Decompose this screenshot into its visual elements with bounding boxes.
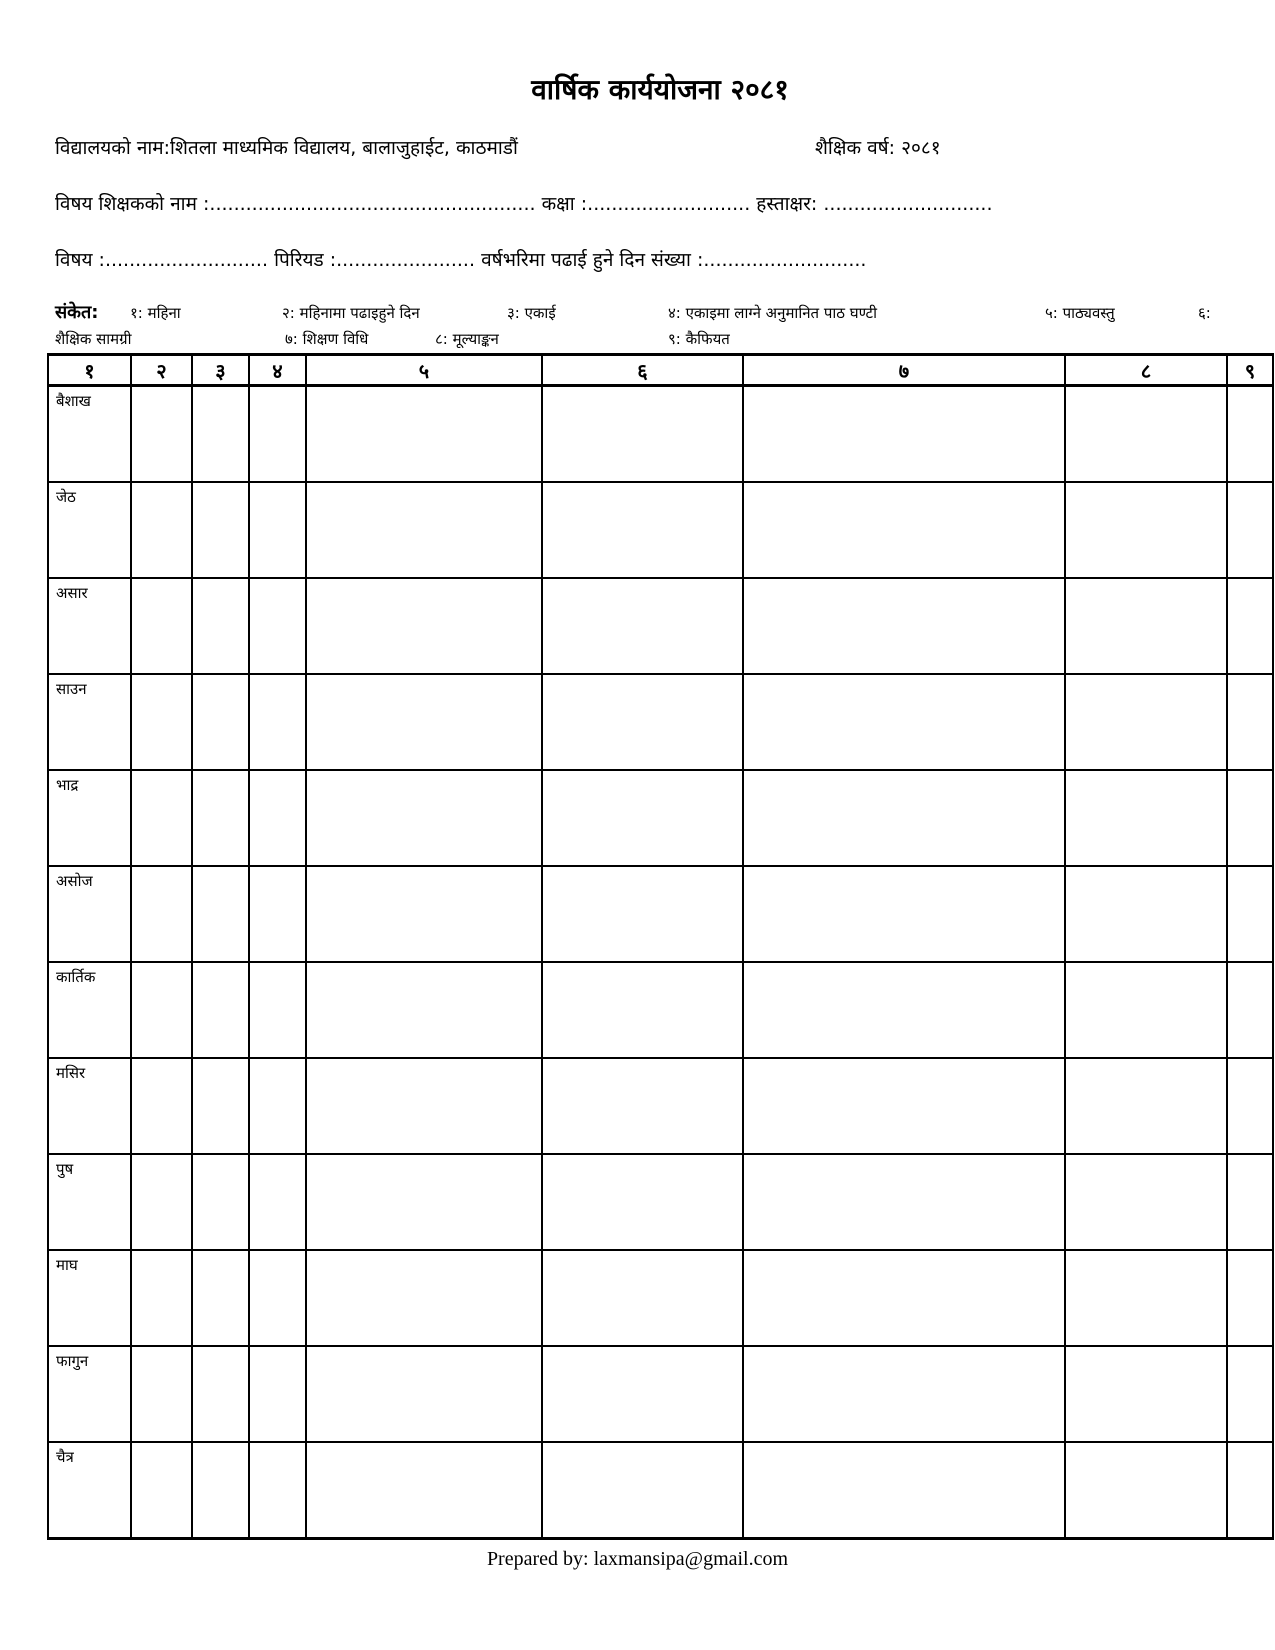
plan-entry-cell[interactable] <box>192 770 249 866</box>
legend-item: ३: एकाई <box>507 304 556 322</box>
plan-entry-cell[interactable] <box>306 578 542 674</box>
legend-item: २: महिनामा पढाइहुने दिन <box>282 304 420 322</box>
col-header-unit: ३ <box>192 355 249 386</box>
plan-entry-cell[interactable] <box>131 1442 192 1539</box>
col-header-materials: ६ <box>542 355 743 386</box>
plan-entry-cell[interactable] <box>542 1058 743 1154</box>
plan-entry-cell[interactable] <box>1065 770 1227 866</box>
plan-entry-cell[interactable] <box>131 482 192 578</box>
month-cell <box>48 1250 131 1346</box>
plan-entry-cell[interactable] <box>1227 1442 1273 1539</box>
plan-entry-cell[interactable] <box>306 1058 542 1154</box>
signature-field[interactable]: ............................ <box>823 193 993 215</box>
plan-entry-cell[interactable] <box>131 386 192 483</box>
plan-entry-cell[interactable] <box>192 1154 249 1250</box>
teaching-days-field[interactable]: ........................... <box>703 249 867 271</box>
table-row <box>48 578 1273 674</box>
month-label: असोज <box>56 872 93 890</box>
month-label: असार <box>56 584 88 602</box>
legend-item: ९: कैफियत <box>668 330 730 348</box>
plan-entry-cell[interactable] <box>743 482 1065 578</box>
plan-entry-cell[interactable] <box>1227 1346 1273 1442</box>
plan-entry-cell[interactable] <box>1227 482 1273 578</box>
plan-entry-cell[interactable] <box>1227 386 1273 483</box>
plan-entry-cell[interactable] <box>249 386 306 483</box>
table-row <box>48 1154 1273 1250</box>
plan-entry-cell[interactable] <box>192 578 249 674</box>
col-header-evaluation: ८ <box>1065 355 1227 386</box>
plan-entry-cell[interactable] <box>131 1346 192 1442</box>
plan-entry-cell[interactable] <box>249 770 306 866</box>
plan-entry-cell[interactable] <box>249 1250 306 1346</box>
plan-entry-cell[interactable] <box>131 770 192 866</box>
col-header-periods: ४ <box>249 355 306 386</box>
header-row <box>48 355 1273 386</box>
plan-entry-cell[interactable] <box>131 866 192 962</box>
legend-item: ४: एकाइमा लाग्ने अनुमानित पाठ घण्टी <box>668 304 878 322</box>
month-label: बैशाख <box>56 392 91 410</box>
plan-entry-cell[interactable] <box>542 1250 743 1346</box>
academic-year: शैक्षिक वर्ष: २०८१ <box>815 137 941 159</box>
plan-entry-cell[interactable] <box>743 770 1065 866</box>
plan-entry-cell[interactable] <box>1065 1250 1227 1346</box>
plan-entry-cell[interactable] <box>542 1442 743 1539</box>
month-label: मसिर <box>56 1064 86 1082</box>
signature-label: हस्ताक्षर: <box>756 193 818 215</box>
plan-entry-cell[interactable] <box>192 866 249 962</box>
plan-entry-cell[interactable] <box>306 1250 542 1346</box>
plan-entry-cell[interactable] <box>131 962 192 1058</box>
plan-entry-cell[interactable] <box>306 482 542 578</box>
legend-key-label: संकेत: <box>55 302 99 323</box>
plan-entry-cell[interactable] <box>249 1346 306 1442</box>
plan-entry-cell[interactable] <box>306 770 542 866</box>
plan-entry-cell[interactable] <box>1227 866 1273 962</box>
plan-entry-cell[interactable] <box>249 1442 306 1539</box>
plan-entry-cell[interactable] <box>743 386 1065 483</box>
plan-entry-cell[interactable] <box>306 1442 542 1539</box>
plan-entry-cell[interactable] <box>743 1250 1065 1346</box>
plan-entry-cell[interactable] <box>192 1346 249 1442</box>
month-cell <box>48 1442 131 1539</box>
table-row <box>48 770 1273 866</box>
plan-entry-cell[interactable] <box>131 1250 192 1346</box>
table-row <box>48 1346 1273 1442</box>
month-label: साउन <box>56 680 87 698</box>
plan-entry-cell[interactable] <box>131 1058 192 1154</box>
month-label: भाद्र <box>56 776 79 794</box>
plan-entry-cell[interactable] <box>1227 1058 1273 1154</box>
plan-entry-cell[interactable] <box>1065 866 1227 962</box>
plan-entry-cell[interactable] <box>1227 578 1273 674</box>
month-label: पुष <box>56 1160 74 1178</box>
plan-entry-cell[interactable] <box>743 578 1065 674</box>
month-cell <box>48 386 131 483</box>
col-header-month: १ <box>48 355 131 386</box>
month-label: जेठ <box>56 488 76 506</box>
table-row <box>48 866 1273 962</box>
month-label: माघ <box>56 1256 78 1274</box>
plan-entry-cell[interactable] <box>743 962 1065 1058</box>
plan-entry-cell[interactable] <box>249 866 306 962</box>
school-name: विद्यालयको नाम:शितला माध्यमिक विद्यालय, बालाजुहाईट, काठमाडौं <box>55 137 518 159</box>
plan-entry-cell[interactable] <box>306 674 542 770</box>
plan-entry-cell[interactable] <box>306 962 542 1058</box>
legend-item: शैक्षिक सामग्री <box>55 330 132 348</box>
plan-entry-cell[interactable] <box>249 674 306 770</box>
plan-entry-cell[interactable] <box>249 962 306 1058</box>
plan-entry-cell[interactable] <box>306 866 542 962</box>
plan-entry-cell[interactable] <box>192 1250 249 1346</box>
teacher-name-field[interactable]: ...................................................... <box>209 193 536 215</box>
plan-entry-cell[interactable] <box>542 866 743 962</box>
plan-entry-cell[interactable] <box>1065 962 1227 1058</box>
month-cell <box>48 1346 131 1442</box>
plan-entry-cell[interactable] <box>743 674 1065 770</box>
plan-entry-cell[interactable] <box>249 1058 306 1154</box>
table-row <box>48 482 1273 578</box>
plan-entry-cell[interactable] <box>743 1154 1065 1250</box>
table-row <box>48 1442 1273 1539</box>
teacher-name-label: विषय शिक्षकको नाम : <box>55 193 210 215</box>
document-title: वार्षिक कार्ययोजना २०८१ <box>531 73 789 106</box>
plan-entry-cell[interactable] <box>542 674 743 770</box>
class-field[interactable]: ........................... <box>587 193 751 215</box>
plan-entry-cell[interactable] <box>192 386 249 483</box>
plan-entry-cell[interactable] <box>1227 1250 1273 1346</box>
period-field[interactable]: ....................... <box>336 249 476 271</box>
col-header-remarks: ९ <box>1227 355 1273 386</box>
plan-entry-cell[interactable] <box>306 1154 542 1250</box>
month-label: फागुन <box>56 1352 89 1370</box>
plan-entry-cell[interactable] <box>192 962 249 1058</box>
plan-entry-cell[interactable] <box>1065 482 1227 578</box>
month-cell <box>48 482 131 578</box>
plan-entry-cell[interactable] <box>249 482 306 578</box>
table-row <box>48 1250 1273 1346</box>
table-row <box>48 962 1273 1058</box>
legend-item: ६: <box>1198 304 1211 322</box>
table-row <box>48 674 1273 770</box>
plan-entry-cell[interactable] <box>131 578 192 674</box>
plan-entry-cell[interactable] <box>1227 770 1273 866</box>
plan-entry-cell[interactable] <box>249 578 306 674</box>
table-row <box>48 386 1273 483</box>
annual-plan-table <box>47 353 1274 1540</box>
month-cell <box>48 1154 131 1250</box>
col-header-content: ५ <box>306 355 542 386</box>
month-cell <box>48 866 131 962</box>
table-row <box>48 1058 1273 1154</box>
month-label: चैत्र <box>56 1448 74 1466</box>
plan-entry-cell[interactable] <box>192 674 249 770</box>
month-cell <box>48 1058 131 1154</box>
plan-entry-cell[interactable] <box>1065 674 1227 770</box>
legend-item: ७: शिक्षण विधि <box>285 330 369 348</box>
month-cell <box>48 578 131 674</box>
period-label: पिरियड : <box>274 249 337 271</box>
plan-entry-cell[interactable] <box>1227 1154 1273 1250</box>
teacher-line <box>55 190 992 216</box>
plan-entry-cell[interactable] <box>1065 1154 1227 1250</box>
plan-entry-cell[interactable] <box>1065 1346 1227 1442</box>
plan-entry-cell[interactable] <box>1065 1442 1227 1539</box>
legend-item: ८: मूल्याङ्कन <box>435 330 499 348</box>
plan-entry-cell[interactable] <box>1065 578 1227 674</box>
plan-entry-cell[interactable] <box>743 866 1065 962</box>
month-cell <box>48 770 131 866</box>
plan-entry-cell[interactable] <box>1065 1058 1227 1154</box>
month-cell <box>48 962 131 1058</box>
plan-entry-cell[interactable] <box>306 386 542 483</box>
legend-item: १: महिना <box>130 304 181 322</box>
class-label: कक्षा : <box>541 193 588 215</box>
plan-entry-cell[interactable] <box>306 1346 542 1442</box>
plan-entry-cell[interactable] <box>743 1058 1065 1154</box>
subject-field[interactable]: ........................... <box>104 249 269 271</box>
legend-item: ५: पाठ्यवस्तु <box>1045 304 1115 322</box>
teaching-days-label: वर्षभरिमा पढाई हुने दिन संख्या : <box>481 249 704 271</box>
plan-entry-cell[interactable] <box>542 770 743 866</box>
plan-entry-cell[interactable] <box>131 674 192 770</box>
col-header-days: २ <box>131 355 192 386</box>
plan-entry-cell[interactable] <box>743 1442 1065 1539</box>
subject-line <box>55 246 866 272</box>
plan-entry-cell[interactable] <box>249 1154 306 1250</box>
plan-entry-cell[interactable] <box>542 386 743 483</box>
plan-entry-cell[interactable] <box>192 1442 249 1539</box>
plan-entry-cell[interactable] <box>1065 386 1227 483</box>
plan-entry-cell[interactable] <box>542 482 743 578</box>
plan-entry-cell[interactable] <box>131 1154 192 1250</box>
month-label: कार्तिक <box>56 968 96 986</box>
col-header-method: ७ <box>743 355 1065 386</box>
plan-entry-cell[interactable] <box>542 1346 743 1442</box>
plan-entry-cell[interactable] <box>1227 962 1273 1058</box>
plan-entry-cell[interactable] <box>542 578 743 674</box>
plan-entry-cell[interactable] <box>1227 674 1273 770</box>
plan-entry-cell[interactable] <box>743 1346 1065 1442</box>
plan-entry-cell[interactable] <box>192 482 249 578</box>
footer-credit: Prepared by: laxmansipa@gmail.com <box>486 1548 789 1570</box>
plan-entry-cell[interactable] <box>192 1058 249 1154</box>
plan-entry-cell[interactable] <box>542 962 743 1058</box>
subject-label: विषय : <box>55 249 105 271</box>
plan-entry-cell[interactable] <box>542 1154 743 1250</box>
month-cell <box>48 674 131 770</box>
